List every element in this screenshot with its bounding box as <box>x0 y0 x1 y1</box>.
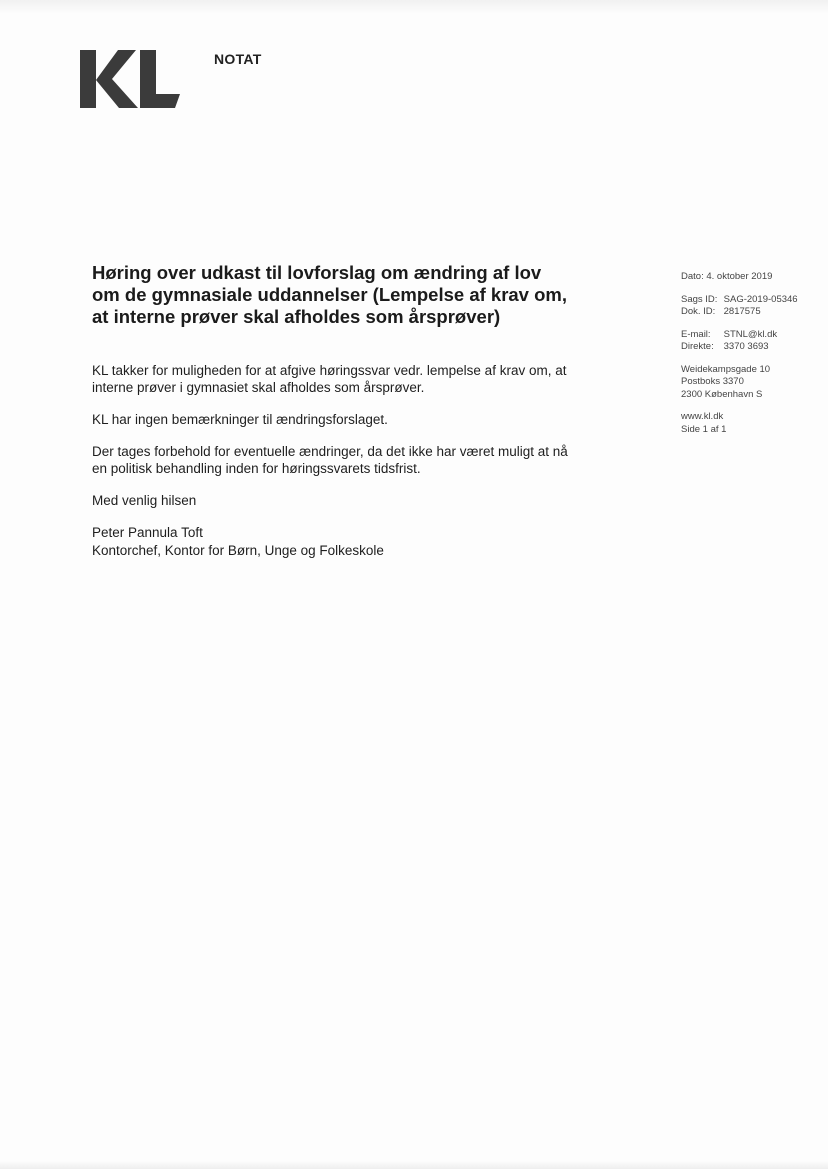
date-group <box>681 271 821 284</box>
email-row <box>681 329 821 342</box>
paragraph-thanks: KL takker for muligheden for at afgive høringssvar vedr. lempelse af krav om, at interne prøver i gymnasiet skal afholdes som årsprøver. <box>92 363 567 395</box>
email-label: E-mail: <box>681 328 711 340</box>
page-number: Side 1 af 1 <box>681 423 727 435</box>
doc-id-label: Dok. ID: <box>681 306 716 317</box>
case-id-value: SAG-2019-05346 <box>723 293 798 305</box>
contact-group <box>681 329 821 354</box>
paragraph-reservation: Der tages forbehold for eventuelle ændringer, da det ikke har været muligt at nå en politisk behandling inden for høringssvarets tidsfrist. <box>92 444 568 476</box>
address-group <box>681 364 821 402</box>
doc-id-row <box>681 306 821 319</box>
signature-role: Kontorchef, Kontor for Børn, Unge og Folkeskole <box>92 543 384 558</box>
case-id-label: Sags ID: <box>681 293 718 305</box>
letter-body <box>92 362 572 560</box>
date-label: Dato: <box>681 271 704 282</box>
case-id-row <box>681 294 821 307</box>
date-row <box>681 271 821 284</box>
doc-id-value: 2817575 <box>723 306 761 317</box>
kl-logo <box>80 48 180 110</box>
document-type-label: NOTAT <box>214 51 262 67</box>
date-value: 4. oktober 2019 <box>706 271 773 282</box>
id-group <box>681 294 821 319</box>
address-line-3: 2300 København S <box>681 388 763 400</box>
web-group <box>681 411 821 436</box>
address-line-1: Weidekampsgade 10 <box>681 363 771 375</box>
signature-block <box>92 524 572 560</box>
scan-edge-bottom <box>0 1161 828 1169</box>
phone-label: Direkte: <box>681 341 714 352</box>
paragraph-no-remarks: KL har ingen bemærkninger til ændringsforslaget. <box>92 412 388 427</box>
closing-greeting: Med venlig hilsen <box>92 493 197 508</box>
signature-name: Peter Pannula Toft <box>92 525 203 540</box>
document-title: Høring over udkast til lovforslag om ændring af lov om de gymnasiale uddannelser (Lempelse af krav om, at interne prøver skal afholdes som årsprøver) <box>92 262 568 327</box>
email-value: STNL@kl.dk <box>723 328 778 340</box>
website: www.kl.dk <box>681 411 724 422</box>
phone-value: 3370 3693 <box>723 341 769 352</box>
phone-row <box>681 341 821 354</box>
metadata-sidebar <box>681 271 821 446</box>
address-line-2: Postboks 3370 <box>681 376 744 387</box>
scan-edge-top <box>0 0 828 14</box>
